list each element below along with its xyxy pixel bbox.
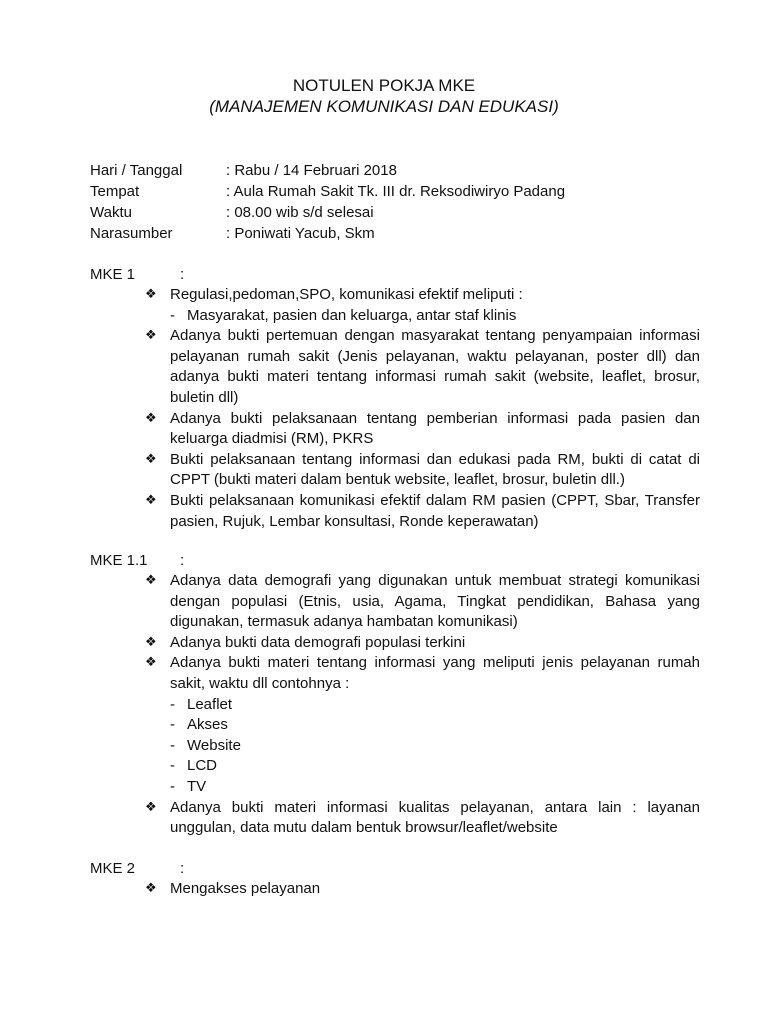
info-value: : Poniwati Yacub, Skm [226,225,375,242]
bullet-item [90,409,700,450]
diamond-bullet-icon: ❖ [145,328,157,344]
section-items [90,285,700,532]
diamond-bullet-icon: ❖ [145,655,157,671]
info-value: : Rabu / 14 Februari 2018 [226,162,397,179]
section-colon: : [180,552,185,569]
diamond-bullet-icon: ❖ [145,451,157,467]
section-colon: : [180,860,185,877]
dash-text: Masyarakat, pasien dan keluarga, antar staf klinis [187,306,517,324]
dash-text: TV [187,777,207,795]
bullet-item [90,879,700,900]
section-items [90,571,700,839]
dash-marker: - [170,306,175,324]
section-label: MKE 2 [90,860,136,877]
bullet-text: Bukti pelaksanaan komunikasi efektif dalam RM pasien (CPPT, Sbar, Transfer pasien, Rujuk, Lembar konsultasi, Ronde keperawatan) [170,491,700,530]
dash-item [90,695,700,716]
bullet-text: Adanya data demografi yang digunakan untuk membuat strategi komunikasi dengan populasi (Etnis, usia, Agama, Tingkat pendidikan, Bahasa yang digunakan, termasuk adanya hambatan komunikasi) [170,572,700,631]
diamond-bullet-icon: ❖ [145,634,157,650]
section-mke-1-1 [90,550,700,839]
dash-item [90,715,700,736]
dash-marker: - [170,777,175,795]
bullet-text: Adanya bukti data demografi populasi terkini [170,633,466,651]
bullet-text: Mengakses pelayanan [170,880,321,897]
info-value: : Aula Rumah Sakit Tk. III dr. Reksodiwiryo Padang [226,183,566,200]
bullet-item [90,653,700,694]
dash-item [90,736,700,757]
diamond-bullet-icon: ❖ [145,799,157,815]
info-row-date [90,160,565,181]
diamond-bullet-icon: ❖ [145,410,157,426]
dash-marker: - [170,757,175,775]
dash-marker: - [170,695,175,713]
bullet-item [90,571,700,633]
diamond-bullet-icon: ❖ [145,573,157,588]
meeting-info [90,160,565,244]
info-row-speaker [90,223,565,244]
section-heading [90,550,700,571]
bullet-item [90,450,700,491]
bullet-item [90,285,700,306]
info-label: Waktu [90,204,132,221]
diamond-bullet-icon: ❖ [145,492,157,508]
bullet-item [90,798,700,839]
bullet-text: Bukti pelaksanaan tentang informasi dan edukasi pada RM, bukti di catat di CPPT (bukti materi dalam bentuk website, leaflet, brosur, buletin dll.) [170,450,700,489]
info-value: : 08.00 wib s/d selesai [226,204,374,221]
diamond-bullet-icon: ❖ [145,881,157,896]
bullet-item [90,491,700,532]
dash-marker: - [170,736,175,754]
bullet-text: Adanya bukti materi informasi kualitas pelayanan, antara lain : layanan unggulan, data mutu dalam bentuk browsur/leaflet/website [170,798,700,837]
section-label: MKE 1 [90,266,136,283]
info-label: Narasumber [90,225,173,242]
diamond-bullet-icon: ❖ [145,287,157,302]
dash-text: Leaflet [187,695,233,713]
bullet-text: Adanya bukti pelaksanaan tentang pemberian informasi pada pasien dan keluarga diadmisi (RM), PKRS [170,409,700,448]
section-label: MKE 1.1 [90,552,148,569]
dash-text: LCD [187,757,218,775]
dash-item [90,756,700,777]
info-label: Tempat [90,183,140,200]
bullet-text: Adanya bukti pertemuan dengan masyarakat tentang penyampaian informasi pelayanan rumah sakit (Jenis pelayanan, waktu pelayanan, poster dll) dan adanya bukti materi tentang informasi rumah sakit (website, leaflet, brosur, buletin dll) [170,327,700,406]
document-title: NOTULEN POKJA MKE [292,76,476,95]
bullet-item [90,633,700,654]
info-row-place [90,181,565,202]
dash-text: Website [187,736,241,754]
bullet-text: Adanya bukti materi tentang informasi yang meliputi jenis pelayanan rumah sakit, waktu dll contohnya : [170,654,700,692]
section-mke-2 [90,858,700,900]
section-items [90,879,700,900]
info-label: Hari / Tanggal [90,162,183,179]
document-subtitle: (MANAJEMEN KOMUNIKASI DAN EDUKASI) [209,97,559,116]
section-heading [90,264,700,285]
section-heading [90,858,700,879]
dash-text: Akses [187,716,228,734]
dash-item [90,777,700,798]
dash-item [90,306,700,327]
bullet-item [90,326,700,408]
info-row-time [90,202,565,223]
section-colon: : [180,266,185,283]
bullet-text: Regulasi,pedoman,SPO, komunikasi efektif meliputi : [170,286,523,303]
dash-marker: - [170,716,175,734]
section-mke-1 [90,264,700,532]
